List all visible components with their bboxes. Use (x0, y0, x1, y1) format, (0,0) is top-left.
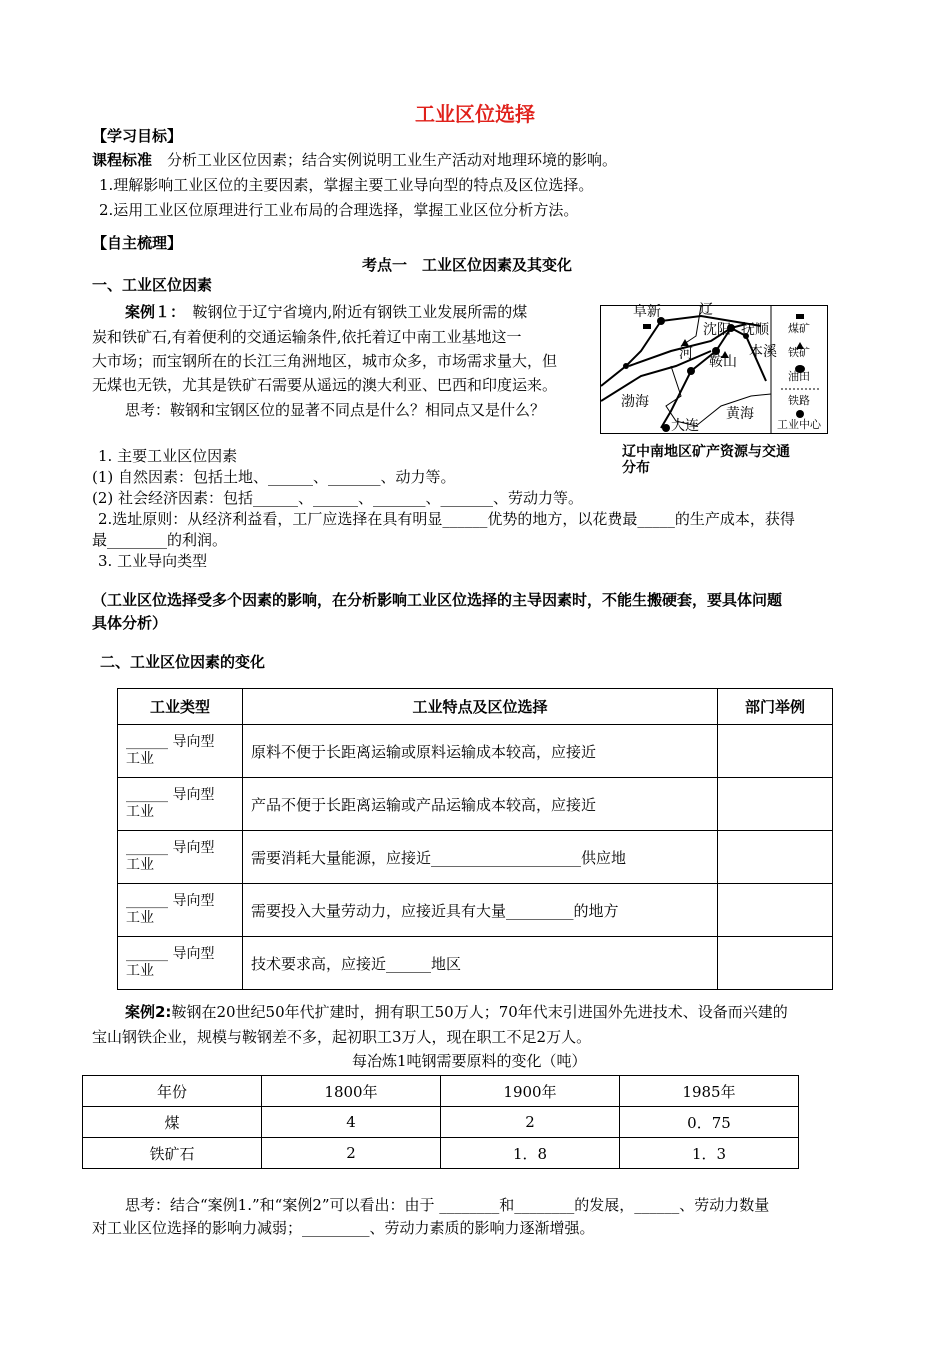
header-examples: 部门举例 (718, 689, 833, 725)
standard-label: 课程标准 (92, 151, 153, 169)
think-1: 思考：鞍钢和宝钢区位的显著不同点是什么？相同点又是什么？ (125, 401, 546, 419)
factor-2-cont: 最________的利润。 (92, 531, 228, 549)
legend-iron: 铁矿 (788, 346, 810, 359)
case2-label: 案例2: (125, 1003, 172, 1021)
map-place: 黄海 (726, 406, 754, 422)
case1-line: 炭和铁矿石,有着便利的交通运输条件,依托着辽中南工业基地这一 (92, 328, 522, 346)
table-row: 年份 1800年 1900年 1985年 (83, 1076, 799, 1107)
legend-railway: 铁路 (788, 394, 810, 407)
table-row: 煤 4 2 0．75 (83, 1107, 799, 1138)
map-place: 渤海 (621, 394, 649, 410)
case1-line: 鞍钢位于辽宁省境内,附近有钢铁工业发展所需的煤 (192, 303, 528, 321)
section-2-heading: 二、工业区位因素的变化 (100, 653, 266, 671)
raw-material-table (82, 1075, 799, 1169)
industry-orientation-table (117, 688, 833, 990)
self-heading: 【自主梳理】 (92, 234, 183, 252)
map-place: 鞍山 (709, 354, 737, 370)
table-row: ______ 导向型 工业 需要投入大量劳动力，应接近具有大量_________的地方 (118, 884, 833, 937)
case2-text: 宝山钢铁企业，规模与鞍钢差不多，起初职工3万人，现在职工不足2万人。 (92, 1028, 592, 1046)
map-place: 大连 (671, 418, 699, 434)
legend-coal: 煤矿 (788, 322, 810, 335)
map-place: 本溪 (749, 344, 777, 360)
goal-1: 1.理解影响工业区位的主要因素，掌握主要工业导向型的特点及区位选择。 (99, 176, 594, 194)
factor-3: 3. 工业导向类型 (98, 552, 208, 570)
case1-line: 无煤也无铁，尤其是铁矿石需要从遥远的澳大利亚、巴西和印度运来。 (92, 376, 558, 394)
case1-label: 案例１： (125, 303, 178, 321)
table-row: ______ 导向型 工业 需要消耗大量能源，应接近____________________供应地 (118, 831, 833, 884)
factor-2: 2.选址原则：从经济利益看，工厂应选择在具有明显______优势的地方，以花费最_____的生产成本，获得 (98, 510, 795, 528)
kaodian-heading: 考点一 工业区位因素及其变化 (362, 256, 573, 274)
table-row: 铁矿石 2 1．8 1．3 (83, 1138, 799, 1169)
goal-2: 2.运用工业区位原理进行工业布局的合理选择，掌握工业区位分析方法。 (99, 201, 579, 219)
legend-industrial-center: 工业中心 (777, 418, 821, 431)
map-place: 抚顺 (741, 322, 769, 338)
map-place: 辽 (699, 302, 713, 318)
example-cell[interactable] (718, 884, 833, 937)
header-features: 工业特点及区位选择 (243, 689, 718, 725)
map-place: 河 (679, 346, 693, 362)
note: （工业区位选择受多个因素的影响，在分析影响工业区位选择的主导因素时，不能生搬硬套，要具体问题 (92, 591, 783, 609)
case1-line: 大市场；而宝钢所在的长江三角洲地区，城市众多，市场需求量大，但 (92, 352, 558, 370)
factor-1: 1. 主要工业区位因素 (98, 447, 238, 465)
header-type: 工业类型 (118, 689, 243, 725)
factor-1a: (1) 自然因素：包括土地、______、_______、动力等。 (92, 468, 456, 486)
map-caption: 辽中南地区矿产资源与交通 (622, 444, 790, 460)
table-row: ______ 导向型 工业 产品不便于长距离运输或产品运输成本较高，应接近 (118, 778, 833, 831)
map-place: 阜新 (633, 304, 661, 320)
table-row: ______ 导向型 工业 技术要求高，应接近______地区 (118, 937, 833, 990)
liaoning-map (600, 302, 828, 434)
map-place: 沈阳 (703, 322, 731, 338)
standard-text: 分析工业区位因素；结合实例说明工业生产活动对地理环境的影响。 (167, 151, 618, 169)
think-2-cont: 对工业区位选择的影响力减弱；_________、劳动力素质的影响力逐渐增强。 (92, 1219, 595, 1237)
note-cont: 具体分析） (92, 614, 168, 632)
example-cell[interactable] (718, 778, 833, 831)
example-cell[interactable] (718, 831, 833, 884)
map-caption: 分布 (622, 460, 650, 476)
factor-1b: (2) 社会经济因素：包括______、______、_______、_______、劳动力等。 (92, 489, 584, 507)
legend-oil: 油田 (788, 370, 810, 383)
table-row: ______ 导向型 工业 原料不便于长距离运输或原料运输成本较高，应接近 (118, 725, 833, 778)
table2-caption: 每冶炼1吨钢需要原料的变化（吨） (352, 1052, 587, 1070)
section-1-heading: 一、工业区位因素 (92, 276, 213, 294)
page-title: 工业区位选择 (415, 102, 535, 126)
example-cell[interactable] (718, 937, 833, 990)
think-2: 思考：结合“案例1.”和“案例2”可以看出：由于 ________和________的发展，______、劳动力数量 (125, 1196, 770, 1214)
example-cell[interactable] (718, 725, 833, 778)
case2-text: 鞍钢在20世纪50年代扩建时，拥有职工50万人；70年代末引进国外先进技术、设备而兴建的 (171, 1003, 788, 1021)
goals-heading: 【学习目标】 (92, 127, 183, 145)
